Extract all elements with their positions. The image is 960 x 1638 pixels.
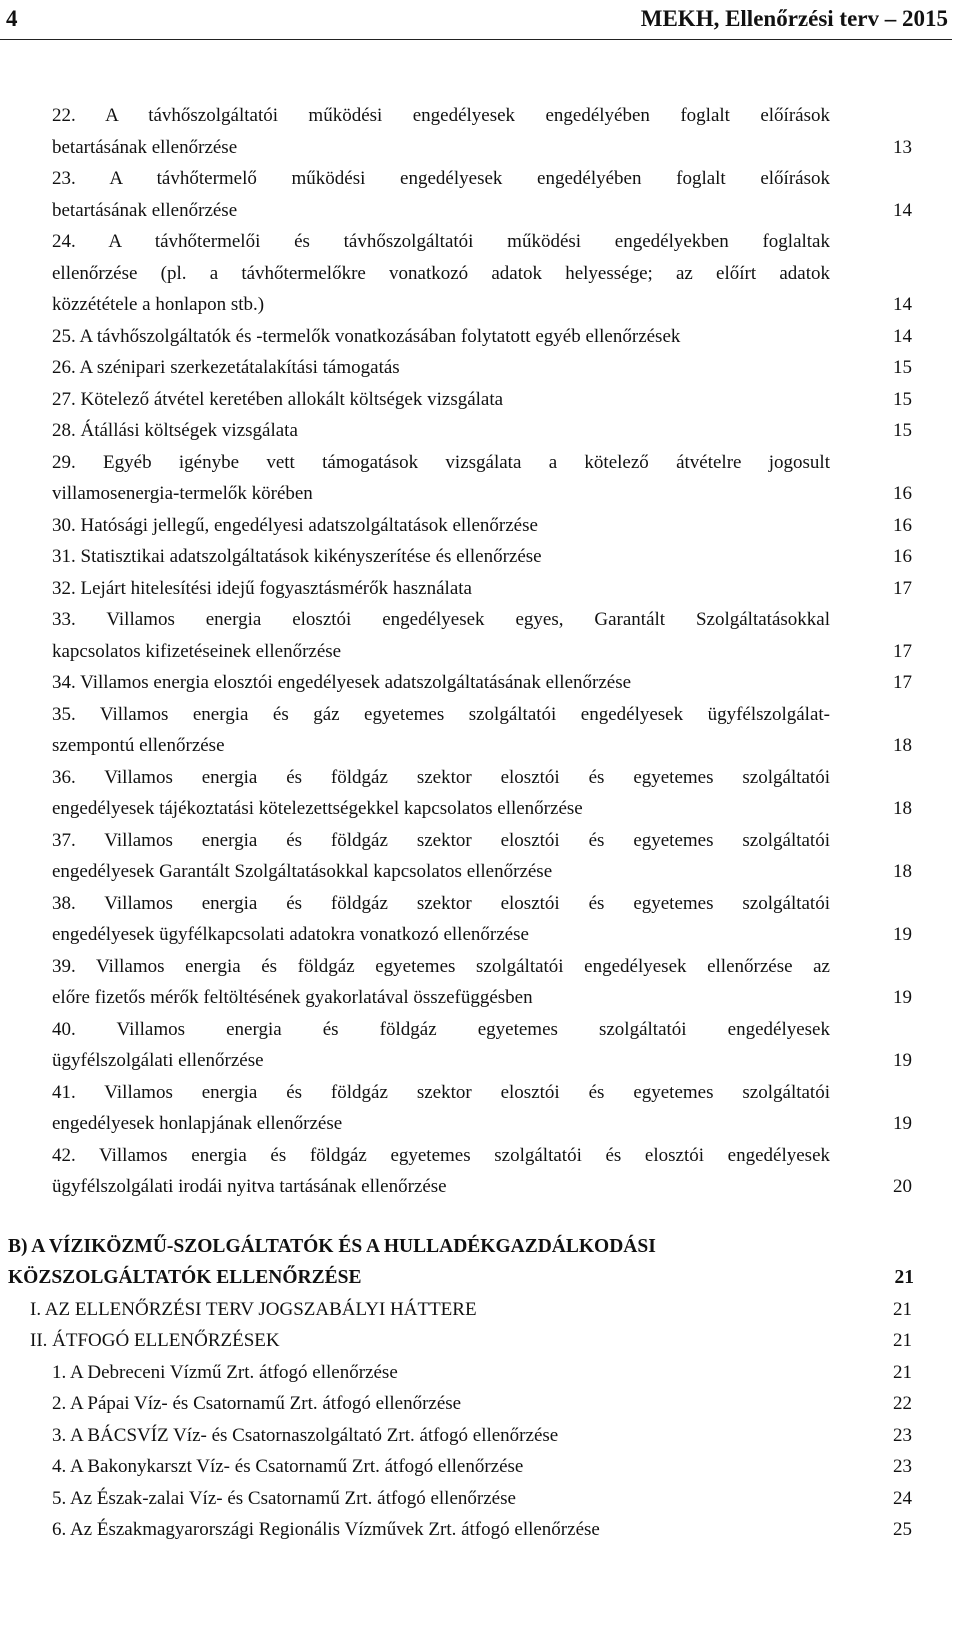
- toc-entry-line[interactable]: [0, 289, 960, 321]
- toc-page-number: 19: [893, 987, 912, 1008]
- toc-entry-text: szempontú ellenőrzése: [52, 735, 225, 756]
- toc-page-number: 20: [893, 1176, 912, 1197]
- toc-entry-line[interactable]: [0, 919, 960, 951]
- toc-entry-text: 1. A Debreceni Vízmű Zrt. átfogó ellenőrzése: [52, 1361, 398, 1383]
- toc-entry-text: betartásának ellenőrzése: [52, 199, 238, 221]
- toc-page-number: 23: [893, 1456, 912, 1477]
- toc-entry-text: 2. A Pápai Víz- és Csatornamű Zrt. átfogó ellenőrzése: [52, 1393, 462, 1414]
- toc-entry-text: 4. A Bakonykarszt Víz- és Csatornamű Zrt. átfogó ellenőrzése: [52, 1456, 524, 1477]
- toc-entry-line[interactable]: [0, 762, 960, 794]
- toc-entry-text: 36. Villamos energia és földgáz szektor elosztói és egyetemes szolgáltatói: [52, 766, 830, 788]
- toc-entry-text: ellenőrzése (pl. a távhőtermelőkre vonatkozó adatok helyessége; az előírt adatok: [52, 262, 830, 284]
- toc-entry-text: I. AZ ELLENŐRZÉSI TERV JOGSZABÁLYI HÁTTERE: [30, 1298, 477, 1320]
- toc-entry-line[interactable]: [0, 352, 960, 384]
- toc-entry-text: közzététele a honlapon stb.): [52, 294, 265, 315]
- toc-entry-text: 24. A távhőtermelői és távhőszolgáltatói működési engedélyekben foglaltak: [52, 231, 830, 252]
- page-number: 4: [6, 6, 18, 31]
- toc-entry-line[interactable]: [0, 1140, 960, 1172]
- toc-entry-text: 28. Átállási költségek vizsgálata: [52, 420, 298, 441]
- toc-entry-text: engedélyesek Garantált Szolgáltatásokkal kapcsolatos ellenőrzése: [52, 861, 553, 882]
- toc-entry-text: betartásának ellenőrzése: [52, 136, 238, 158]
- section-gap: [0, 1203, 960, 1231]
- toc-entry-text: 23. A távhőtermelő működési engedélyesek engedélyében foglalt előírások: [52, 168, 830, 189]
- toc-entry-text: 5. Az Észak-zalai Víz- és Csatornamű Zrt. átfogó ellenőrzése: [52, 1487, 516, 1509]
- toc-entry-text: 29. Egyéb igénybe vett támogatások vizsgálata a kötelező átvételre jogosult: [52, 451, 830, 473]
- toc-entry-line[interactable]: [0, 226, 960, 258]
- toc-entry-text: előre fizetős mérők feltöltésének gyakorlatával összefüggésben: [52, 987, 533, 1008]
- toc-entry-line[interactable]: [0, 510, 960, 542]
- running-title: MEKH, Ellenőrzési terv – 2015: [640, 6, 948, 31]
- toc-entry-line[interactable]: [0, 573, 960, 605]
- section-heading-text: KÖZSZOLGÁLTATÓK ELLENŐRZÉSE: [8, 1267, 362, 1288]
- toc-entry-text: engedélyesek tájékoztatási kötelezettségekkel kapcsolatos ellenőrzése: [52, 798, 583, 819]
- toc-page-number: 21: [894, 1267, 914, 1288]
- toc-page-number: 19: [893, 924, 912, 945]
- section-heading-line[interactable]: [0, 1231, 960, 1263]
- toc-entry-text: ügyfélszolgálati irodái nyitva tartásának ellenőrzése: [52, 1176, 447, 1197]
- toc-page-number: 15: [893, 388, 912, 410]
- toc-entry-text: engedélyesek honlapjának ellenőrzése: [52, 1113, 343, 1134]
- toc-entry-line[interactable]: [0, 1045, 960, 1077]
- toc-entry-text: 40. Villamos energia és földgáz egyetemes szolgáltatói engedélyesek: [52, 1018, 830, 1040]
- toc-entry-text: 33. Villamos energia elosztói engedélyesek egyes, Garantált Szolgáltatásokkal: [52, 609, 830, 630]
- toc-entry-line[interactable]: [0, 825, 960, 857]
- toc-entry-line[interactable]: [0, 699, 960, 731]
- toc-entry-line[interactable]: [0, 730, 960, 762]
- toc-entry-text: 39. Villamos energia és földgáz egyetemes szolgáltatói engedélyesek ellenőrzése az: [52, 955, 830, 977]
- toc-entry-text: 41. Villamos energia és földgáz szektor elosztói és egyetemes szolgáltatói: [52, 1081, 830, 1103]
- toc-page-number: 15: [893, 420, 912, 441]
- toc-page-number: 19: [893, 1050, 912, 1071]
- toc-entry-text: ügyfélszolgálati ellenőrzése: [52, 1050, 264, 1071]
- toc-entry-text: 37. Villamos energia és földgáz szektor elosztói és egyetemes szolgáltatói: [52, 829, 830, 851]
- toc-entry-line[interactable]: [0, 636, 960, 668]
- toc-page-number: 15: [893, 357, 912, 378]
- toc-entry-line[interactable]: [0, 1077, 960, 1109]
- toc-entry-line[interactable]: [0, 321, 960, 353]
- table-of-contents: [0, 100, 960, 1546]
- toc-entry-line[interactable]: [0, 1357, 960, 1389]
- toc-entry-line[interactable]: [0, 1014, 960, 1046]
- toc-entry-line[interactable]: [0, 100, 960, 132]
- toc-page-number: 16: [893, 546, 912, 567]
- toc-page-number: 18: [893, 798, 912, 819]
- page-header: [0, 0, 960, 46]
- toc-entry-text: 34. Villamos energia elosztói engedélyesek adatszolgáltatásának ellenőrzése: [52, 672, 632, 693]
- toc-entry-line[interactable]: [0, 258, 960, 290]
- toc-page-number: 25: [893, 1519, 912, 1540]
- toc-entry-line[interactable]: [0, 1325, 960, 1357]
- toc-entry-text: 3. A BÁCSVÍZ Víz- és Csatornaszolgáltató Zrt. átfogó ellenőrzése: [52, 1424, 559, 1446]
- toc-entry-line[interactable]: [0, 447, 960, 479]
- toc-entry-line[interactable]: [0, 888, 960, 920]
- toc-page-number: 21: [893, 1298, 912, 1320]
- toc-entry-line[interactable]: [0, 415, 960, 447]
- toc-page-number: 24: [893, 1487, 912, 1509]
- toc-page-number: 17: [893, 577, 912, 599]
- toc-entry-text: kapcsolatos kifizetéseinek ellenőrzése: [52, 640, 342, 662]
- section-heading-text: B) A VÍZIKÖZMŰ-SZOLGÁLTATÓK ÉS A HULLADÉKGAZDÁLKODÁSI: [8, 1235, 656, 1257]
- toc-entry-text: 6. Az Északmagyarországi Regionális Vízművek Zrt. átfogó ellenőrzése: [52, 1519, 600, 1540]
- toc-entry-line[interactable]: [0, 132, 960, 164]
- toc-page-number: 21: [893, 1330, 912, 1351]
- toc-entry-text: engedélyesek ügyfélkapcsolati adatokra vonatkozó ellenőrzése: [52, 924, 529, 945]
- toc-entry-line[interactable]: [0, 604, 960, 636]
- toc-entry-line[interactable]: [0, 793, 960, 825]
- toc-page-number: 17: [893, 672, 912, 693]
- toc-page-number: 16: [893, 483, 912, 504]
- toc-page-number: 13: [893, 136, 912, 158]
- toc-page-number: 19: [893, 1113, 912, 1134]
- toc-page-number: 14: [893, 325, 912, 347]
- toc-entry-line[interactable]: [0, 1483, 960, 1515]
- toc-entry-text: 31. Statisztikai adatszolgáltatások kikényszerítése és ellenőrzése: [52, 546, 542, 567]
- toc-entry-text: 35. Villamos energia és gáz egyetemes szolgáltatói engedélyesek ügyfélszolgálat-: [52, 703, 830, 725]
- toc-page-number: 18: [893, 735, 912, 756]
- toc-entry-line[interactable]: [0, 195, 960, 227]
- toc-entry-line[interactable]: [0, 163, 960, 195]
- toc-entry-line[interactable]: [0, 1420, 960, 1452]
- toc-entry-text: 42. Villamos energia és földgáz egyetemes szolgáltatói és elosztói engedélyesek: [52, 1144, 830, 1166]
- toc-entry-text: villamosenergia-termelők körében: [52, 483, 313, 504]
- toc-page-number: 14: [893, 199, 912, 221]
- toc-entry-line[interactable]: [0, 1108, 960, 1140]
- toc-entry-text: II. ÁTFOGÓ ELLENŐRZÉSEK: [30, 1330, 280, 1351]
- toc-page-number: 18: [893, 861, 912, 882]
- toc-page-number: 16: [893, 514, 912, 536]
- toc-entry-text: 25. A távhőszolgáltatók és -termelők vonatkozásában folytatott egyéb ellenőrzések: [52, 325, 681, 347]
- toc-entry-line[interactable]: [0, 1171, 960, 1203]
- toc-page-number: 21: [893, 1361, 912, 1383]
- toc-entry-line[interactable]: [0, 1388, 960, 1420]
- toc-entry-line[interactable]: [0, 951, 960, 983]
- toc-entry-line[interactable]: [0, 982, 960, 1014]
- toc-page-number: 22: [893, 1393, 912, 1414]
- toc-entry-line[interactable]: [0, 1514, 960, 1546]
- toc-page-number: 23: [893, 1424, 912, 1446]
- toc-entry-text: 27. Kötelező átvétel keretében allokált költségek vizsgálata: [52, 388, 504, 410]
- toc-entry-text: 22. A távhőszolgáltatói működési engedélyesek engedélyében foglalt előírások: [52, 105, 830, 126]
- toc-entry-line[interactable]: [0, 541, 960, 573]
- toc-entry-line[interactable]: [0, 856, 960, 888]
- toc-entry-line[interactable]: [0, 1451, 960, 1483]
- toc-entry-text: 30. Hatósági jellegű, engedélyesi adatszolgáltatások ellenőrzése: [52, 514, 538, 536]
- toc-entry-line[interactable]: [0, 478, 960, 510]
- header-rule: [0, 39, 952, 40]
- toc-entry-text: 32. Lejárt hitelesítési idejű fogyasztásmérők használata: [52, 577, 472, 599]
- toc-entry-text: 26. A szénipari szerkezetátalakítási támogatás: [52, 357, 400, 378]
- toc-entry-text: 38. Villamos energia és földgáz szektor elosztói és egyetemes szolgáltatói: [52, 892, 830, 914]
- toc-page-number: 17: [893, 640, 912, 662]
- toc-entry-line[interactable]: [0, 1294, 960, 1326]
- section-heading-line[interactable]: [0, 1262, 960, 1294]
- toc-page-number: 14: [893, 294, 912, 315]
- toc-entry-line[interactable]: [0, 667, 960, 699]
- toc-entry-line[interactable]: [0, 384, 960, 416]
